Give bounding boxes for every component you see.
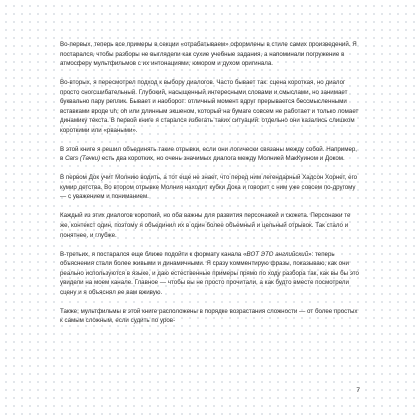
paragraph-text: Во-вторых, я пересмотрел подход к выбору диалогов. Часто бывает так: сцена короткая, но диалог просто сногсшибательный. Глубокий, насыщенный интересными словами и смыслами, но занимает буквально пару реплик. Бывает и наоборот: отличный момент вдруг прерывается бессмысленными вставками вроде uh, oh или длинным экшеном, который на бумаге совсем не работает и только ломает динамику текста. В первой книге я старался избегать таких ситуаций: отдельно они казались слишком короткими или «рваными». (60, 79, 359, 134)
paragraph-text: В этой книге я решил объединять такие отрывки, если они логически связаны между собой. Например, в (60, 145, 358, 163)
paragraph-text: есть два коротких, но очень значимых диалога между Молнией МакКуином и Доком. (100, 155, 345, 163)
paragraph-combining-excerpts (60, 145, 360, 164)
page-content (60, 40, 360, 335)
paragraph-doc-lightning (60, 173, 360, 202)
paragraph-text: В-третьих, я постарался еще ближе подойти к формату канала « (60, 250, 247, 258)
paragraph-text: Каждый из этих диалогов короткий, но оба важны для развития персонажей и сюжета. Персонажи те же, контекст один, поэтому я объединил их в один более объемный и цельный отрывок. Так стало и понятнее, и глубже. (60, 212, 351, 239)
paragraph-text: »: теперь объяснения стали более живыми и динамичными. Я сразу комментирую фразы, показываю, как они реально используются в языке, и даю естественные примеры прямо по ходу разбора так, как вы бы это увидели на моем канале. Главное — чтобы вы не просто прочитали, а как будто вместе посмотрели сцену и я объяснял ее вам вживую. (60, 250, 359, 296)
page-number: 7 (356, 387, 360, 394)
paragraph-text: Во-первых, теперь все примеры в секции «отрабатываем» оформлены в стиле самих произведений. Я постарался, чтобы разборы не выглядели как сухие учебные задания, а напоминали погружение в атмосферу мультфильмов с их интонациями, юмором и духом оригинала. (60, 41, 357, 68)
paragraph-text: Также, мультфильмы в этой книге расположены в порядке возрастания сложности — от более простых к самым сложным, если судить по уров- (60, 307, 358, 325)
paragraph-firstly (60, 40, 360, 69)
paragraph-text: В первом Док учит Молнию водить, а тот еще не знает, что перед ним легендарный Хадсон Хорнет, его кумир детства. Во втором отрывке Молния находит кубки Дока и говорит с ним уже совсем по-другому — с уважением и пониманием. (60, 174, 358, 201)
paragraph-secondly (60, 78, 360, 135)
paragraph-also-order (60, 307, 360, 326)
paragraph-thirdly (60, 250, 360, 298)
paragraph-each-dialogue (60, 211, 360, 240)
movie-title-italic: Cars (Тачки) (65, 155, 101, 163)
channel-name-italic: ВОТ ЭТО английский (246, 250, 309, 258)
